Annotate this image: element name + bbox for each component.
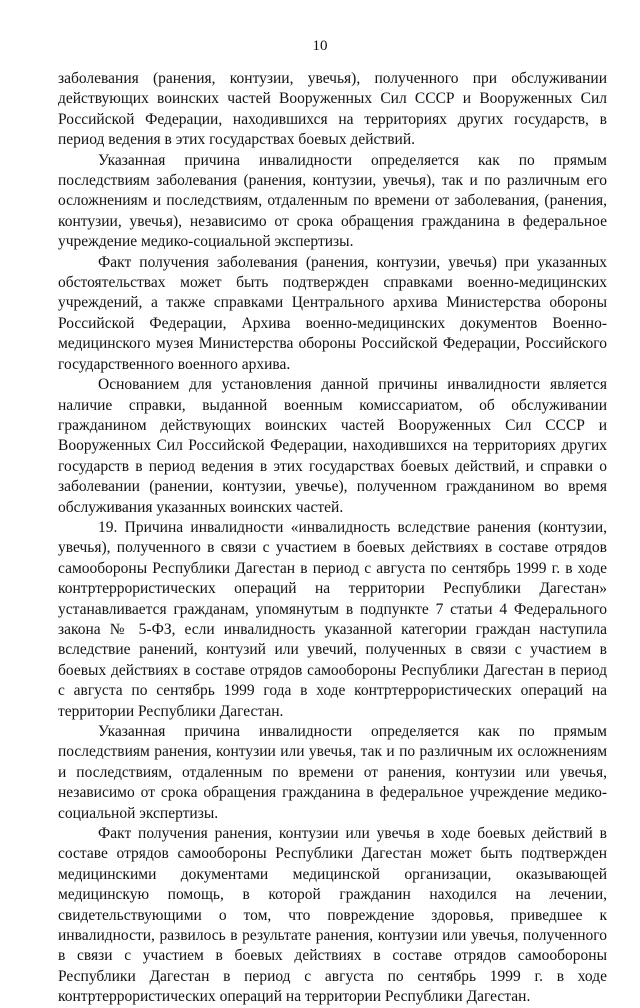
paragraph: Факт получения заболевания (ранения, контузии, увечья) при указанных обстоятельствах может быть подтвержден справками военно-медицинских учреждений, а также справками Центрального архива Министерства обороны Российской Федерации, Архива военно-медицинских документов Военно-медицинского музея Министерства обороны Российской Федерации, Российского государственного военного архива. <box>58 253 607 373</box>
paragraph: Указанная причина инвалидности определяется как по прямым последствиям ранения, контузии или увечья, так и по различным их осложнениям и последствиям, отдаленным по времени от ранения, контузии или увечья, независимо от срока обращения гражданина в федеральное учреждение медико-социальной экспертизы. <box>58 723 607 822</box>
paragraph: Основанием для установления данной причины инвалидности является наличие справки, выданной военным комиссариатом, об обслуживании гражданином действующих воинских частей Вооруженных Сил СССР и Вооруженных Сил Российской Федерации, находившихся на территориях других государств в период ведения в этих государствах боевых действий, и справки о заболевании (ранении, контузии, увечье), полученном гражданином во время обслуживания указанных воинских частей. <box>58 376 607 516</box>
paragraph: Факт получения ранения, контузии или увечья в ходе боевых действий в составе отрядов самообороны Республики Дагестан может быть подтвержден медицинскими документами медицинской организации, оказывающей медицинскую помощь, в которой гражданин находился на лечении, свидетельствующими о том, что повреждение здоровья, приведшее к инвалидности, развилось в результате ранения, контузии или увечья, полученного в связи с участием в боевых действиях в составе отрядов самообороны Республики Дагестан в период с августа по сентябрь 1999 г. в ходе контртеррористических операций на территории Республики Дагестан. <box>58 825 607 1006</box>
document-body <box>58 69 607 1008</box>
page-number: 10 <box>312 38 328 54</box>
paragraph-clause-19: 19. Причина инвалидности «инвалидность вследствие ранения (контузии, увечья), полученного в связи с участием в боевых действиях в составе отрядов самообороны Республики Дагестан в период с августа по сентябрь 1999 г. в ходе контртеррористических операций на территории Республики Дагестан» устанавливается гражданам, упомянутым в подпункте 7 статьи 4 Федерального закона № 5-ФЗ, если инвалидность указанной категории граждан наступила вследствие ранений, контузий или увечий, полученных в связи с участием в боевых действиях в составе отрядов самообороны Республики Дагестан в период с августа по сентябрь 1999 года в ходе контртеррористических операций на территории Республики Дагестан. <box>58 518 607 720</box>
paragraph: Указанная причина инвалидности определяется как по прямым последствиям заболевания (ранения, контузии, увечья), так и по различным его осложнениям и последствиям, отдаленным по времени от заболевания, (ранения, контузии, увечья), независимо от срока обращения гражданина в федеральное учреждение медико-социальной экспертизы. <box>58 151 607 251</box>
paragraph-continuation: заболевания (ранения, контузии, увечья), полученного при обслуживании действующих воинских частей Вооруженных Сил СССР и Вооруженных Сил Российской Федерации, находившихся на территориях других государств, в период ведения в этих государствах боевых действий. <box>58 70 607 149</box>
